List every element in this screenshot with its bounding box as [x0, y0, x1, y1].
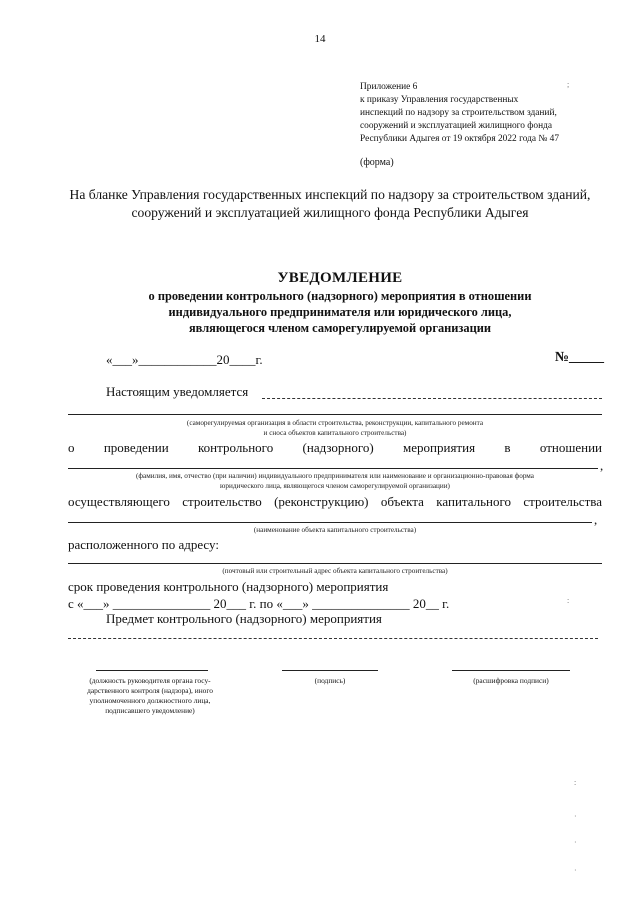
margin-mark: ; — [567, 80, 570, 89]
period-label: срок проведения контрольного (надзорного) мероприятия — [68, 579, 389, 594]
sro-hint — [68, 418, 602, 438]
annex-line: к приказу Управления государственных — [360, 95, 519, 105]
object-hint: (наименование объекта капитального строительства) — [253, 526, 417, 534]
notify-input-line[interactable] — [262, 398, 602, 399]
word: в — [504, 440, 511, 455]
person-input-line[interactable] — [68, 468, 598, 469]
word: строительства — [523, 494, 602, 509]
word: (реконструкцию) — [274, 494, 369, 509]
address-hint: (почтовый или строительный адрес объекта капитального строительства) — [222, 567, 448, 575]
word: капитального — [436, 494, 512, 509]
margin-mark: · — [574, 838, 577, 847]
hint-line: юридического лица, являющегося членом саморегулируемой организации) — [220, 482, 450, 490]
word: о — [68, 440, 75, 455]
hint-line: подписавшего уведомление) — [105, 706, 195, 715]
subtitle-line: о проведении контрольного (надзорного) мероприятия в отношении — [148, 289, 532, 303]
hint-line: (фамилия, имя, отчество (при наличии) индивидуального предпринимателя или наименование и организационно-правовая форма — [135, 472, 535, 480]
margin-mark: · — [574, 866, 577, 875]
annex-line: сооружений и эксплуатацией жилищного фонда — [360, 121, 553, 131]
document-title: УВЕДОМЛЕНИЕ — [277, 270, 403, 286]
page-number: 14 — [314, 33, 326, 45]
address-input-line[interactable] — [68, 563, 602, 564]
annex-line: Республики Адыгея от 19 октября 2022 года № 47 — [360, 134, 560, 144]
signature-line[interactable] — [282, 670, 378, 671]
margin-mark: : — [567, 596, 570, 605]
subtitle-line: индивидуального предпринимателя или юридического лица, — [168, 305, 512, 319]
document-subtitle — [60, 288, 620, 336]
period-field[interactable]: с «___» _______________ 20___ г. по «___» _______________ 20__ г. — [68, 596, 450, 611]
date-field[interactable]: «___»____________20____г. — [106, 352, 263, 367]
annex-line: Приложение 6 — [360, 82, 418, 92]
hint-line: и сноса объектов капитального строительства) — [263, 429, 407, 437]
hint-line: (должность руководителя органа госу- — [89, 676, 211, 685]
word: (надзорного) — [302, 440, 374, 455]
margin-mark: · — [574, 812, 577, 821]
annex-line: инспекций по надзору за строительством зданий, — [360, 108, 557, 118]
position-hint — [50, 676, 250, 716]
blank-header-line: сооружений и эксплуатацией жилищного фонда Республики Адыгея — [131, 205, 529, 220]
number-field[interactable]: №_____ — [554, 350, 604, 365]
word: проведении — [103, 440, 169, 455]
word: мероприятия — [403, 440, 476, 455]
subject-label: Предмет контрольного (надзорного) мероприятия — [106, 611, 382, 626]
word: объекта — [380, 494, 424, 509]
performing-line — [68, 494, 602, 510]
annex-block — [360, 81, 559, 146]
decode-hint: (расшифровка подписи) — [473, 676, 549, 685]
decode-signature-line[interactable] — [452, 670, 570, 671]
position-signature-line[interactable] — [96, 670, 208, 671]
object-input-line[interactable] — [68, 522, 592, 523]
about-line — [68, 440, 602, 456]
form-label: (форма) — [360, 157, 394, 168]
blank-header-line: На бланке Управления государственных инспекций по надзору за строительством зданий, — [69, 187, 591, 202]
person-hint — [68, 471, 602, 491]
hint-line: уполномоченного должностного лица, — [89, 696, 211, 705]
margin-mark: : — [574, 778, 577, 787]
subject-input-line[interactable] — [68, 638, 598, 639]
word: отношении — [539, 440, 602, 455]
blank-header — [50, 186, 610, 222]
comma: , — [594, 512, 598, 527]
word: контрольного — [198, 440, 274, 455]
signature-hint: (подпись) — [314, 676, 346, 685]
subtitle-line: являющегося членом саморегулируемой организации — [188, 321, 492, 335]
notify-label: Настоящим уведомляется — [106, 384, 249, 399]
word: строительство — [182, 494, 262, 509]
word: осуществляющего — [68, 494, 170, 509]
comma: , — [600, 458, 604, 473]
hint-line: (саморегулируемая организация в области строительства, реконструкции, капитального ремонта — [186, 419, 484, 427]
sro-input-line[interactable] — [68, 414, 602, 415]
address-label: расположенного по адресу: — [68, 537, 219, 552]
hint-line: дарственного контроля (надзора), иного — [87, 686, 213, 695]
